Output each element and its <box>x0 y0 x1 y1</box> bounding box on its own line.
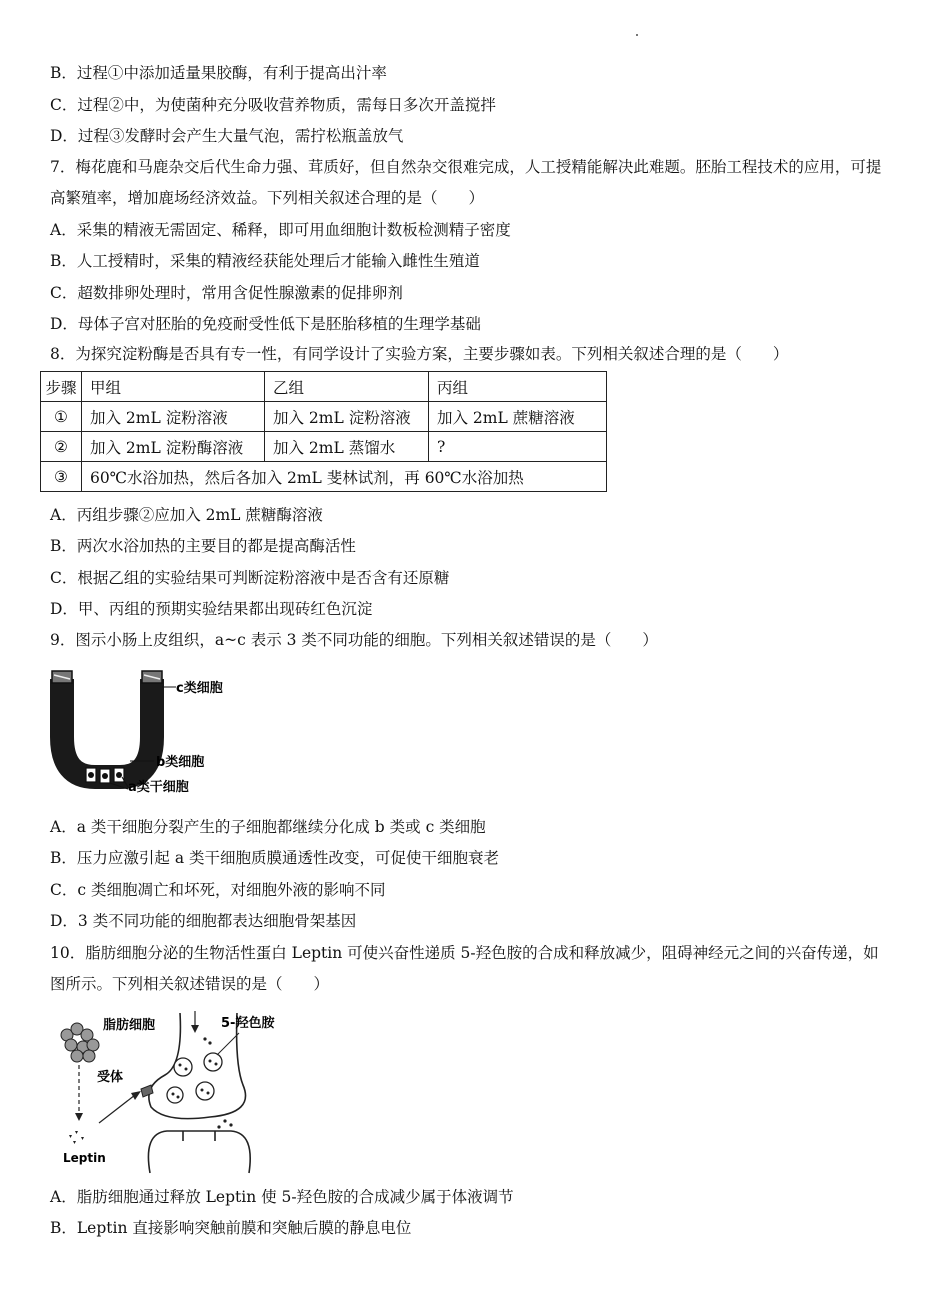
q8-option-a: A．丙组步骤②应加入 2mL 蔗糖酶溶液 <box>50 506 323 524</box>
q9-option-a: A．a 类干细胞分裂产生的子细胞都继续分化成 b 类或 c 类细胞 <box>50 818 486 836</box>
q9-option-b: B．压力应激引起 a 类干细胞质膜通透性改变，可促使干细胞衰老 <box>50 849 499 867</box>
label-fat-cell: 脂肪细胞 <box>103 1018 156 1033</box>
q6-option-b: B．过程①中添加适量果胶酶，有利于提高出汁率 <box>50 64 387 82</box>
q7-option-d: D．母体子宫对胚胎的免疫耐受性低下是胚胎移植的生理学基础 <box>50 315 481 333</box>
q6-option-c: C．过程②中，为使菌种充分吸收营养物质，需每日多次开盖搅拌 <box>50 96 496 114</box>
q9-option-d: D．3 类不同功能的细胞都表达细胞骨架基因 <box>50 912 357 930</box>
label-b-cell: b类细胞 <box>156 755 205 770</box>
table-cell: ② <box>41 432 82 462</box>
table-cell: 加入 2mL 蒸馏水 <box>265 432 429 462</box>
table-cell: ① <box>41 402 82 432</box>
table-cell: ? <box>429 432 607 462</box>
q7-option-b: B．人工授精时，采集的精液经获能处理后才能输入雌性生殖道 <box>50 252 480 270</box>
fat-cell-cluster <box>61 1023 99 1062</box>
table-row <box>41 462 607 492</box>
table-cell: 步骤 <box>41 372 82 402</box>
label-a-stem-cell: a类干细胞 <box>128 780 189 795</box>
table-cell: 丙组 <box>429 372 607 402</box>
table-cell: 加入 2mL 淀粉溶液 <box>82 402 265 432</box>
table-row <box>41 432 607 462</box>
q10-option-a: A．脂肪细胞通过释放 Leptin 使 5-羟色胺的合成减少属于体液调节 <box>50 1188 514 1206</box>
table-cell: ③ <box>41 462 82 492</box>
label-5ht: 5-羟色胺 <box>221 1016 275 1031</box>
label-receptor: 受体 <box>97 1070 124 1085</box>
table-cell: 乙组 <box>265 372 429 402</box>
q8-option-d: D．甲、丙组的预期实验结果都出现砖红色沉淀 <box>50 600 373 618</box>
label-c-cell: c类细胞 <box>176 681 223 696</box>
q9-stem: 9．图示小肠上皮组织，a~c 表示 3 类不同功能的细胞。下列相关叙述错误的是（ ） <box>50 631 658 649</box>
synapse-leptin-figure <box>55 1005 315 1175</box>
q8-option-c: C．根据乙组的实验结果可判断淀粉溶液中是否含有还原糖 <box>50 569 450 587</box>
q7-stem: 7．梅花鹿和马鹿杂交后代生命力强、茸质好，但自然杂交很难完成，人工授精能解决此难题。胚胎工程技术的应用，可提高繁殖率，增加鹿场经济效益。下列相关叙述合理的是（ ） <box>50 158 882 207</box>
q10-option-b: B．Leptin 直接影响突触前膜和突触后膜的静息电位 <box>50 1219 412 1237</box>
q10-stem: 10．脂肪细胞分泌的生物活性蛋白 Leptin 可使兴奋性递质 5-羟色胺的合成和释放减少，阻碍神经元之间的兴奋传递，如图所示。下列相关叙述错误的是（ ） <box>50 944 879 993</box>
q8-option-b: B．两次水浴加热的主要目的都是提高酶活性 <box>50 537 356 555</box>
table-cell: 加入 2mL 淀粉酶溶液 <box>82 432 265 462</box>
experiment-steps-table <box>40 371 607 492</box>
q9-option-c: C．c 类细胞凋亡和坏死，对细胞外液的影响不同 <box>50 881 386 899</box>
table-cell: 加入 2mL 蔗糖溶液 <box>429 402 607 432</box>
label-leptin: Leptin <box>63 1151 106 1165</box>
table-row <box>41 372 607 402</box>
table-cell: 加入 2mL 淀粉溶液 <box>265 402 429 432</box>
q8-stem: 8．为探究淀粉酶是否具有专一性，有同学设计了实验方案，主要步骤如表。下列相关叙述合理的是（ ） <box>50 345 789 363</box>
table-cell: 甲组 <box>82 372 265 402</box>
table-cell: 60℃水浴加热，然后各加入 2mL 斐林试剂，再 60℃水浴加热 <box>82 462 607 492</box>
q7-option-c: C．超数排卵处理时，常用含促性腺激素的促排卵剂 <box>50 284 403 302</box>
scan-speck <box>636 34 638 36</box>
intestinal-epithelium-figure <box>50 665 230 800</box>
q7-option-a: A．采集的精液无需固定、稀释，即可用血细胞计数板检测精子密度 <box>50 221 511 239</box>
table-row <box>41 402 607 432</box>
q6-option-d: D．过程③发酵时会产生大量气泡，需拧松瓶盖放气 <box>50 127 404 145</box>
